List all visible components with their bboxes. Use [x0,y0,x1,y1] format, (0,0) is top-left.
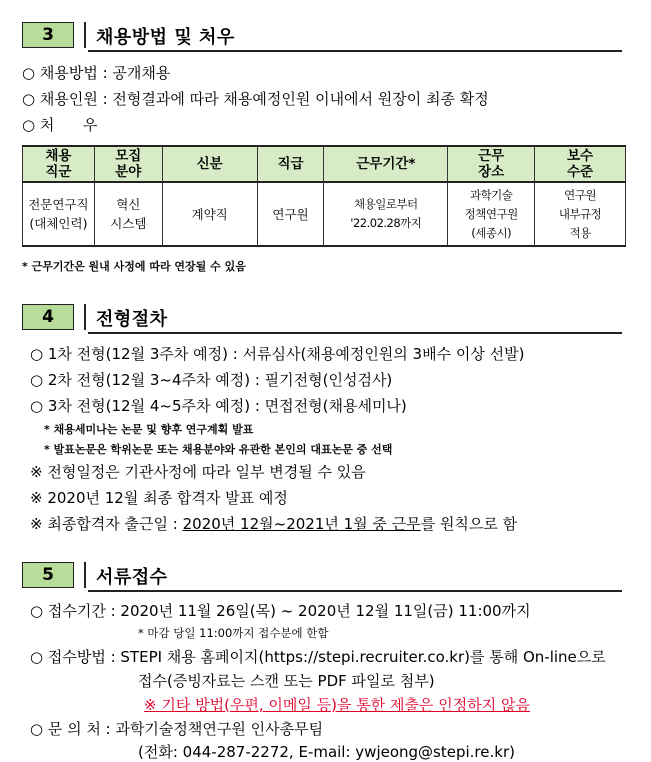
section-title: 채용방법 및 처우 [96,27,235,48]
step-1: ○ 1차 전형(12월 3주차 예정) : 서류심사(채용예정인원의 3배수 이상 선발) [30,345,525,363]
cell-salary: 연구원 내부규정 적용 [535,182,626,246]
underline-rule [88,50,622,52]
divider [84,562,86,588]
cell-location: 과학기술 정책연구원 (세종시) [448,182,535,246]
application-period: ○ 접수기간 : 2020년 11월 26일(목) ~ 2020년 12월 11일(금) 11:00까지 [30,602,531,620]
deadline-note: * 마감 당일 11:00까지 접수분에 한함 [138,626,329,640]
application-method: ○ 접수방법 : STEPI 채용 홈페이지(https://stepi.recruiter.co.kr)를 통해 On-line으로 [30,648,606,666]
header-rank: 직급 [257,146,324,182]
section-4-header [22,304,622,334]
header-period: 근무기간* [324,146,448,182]
cell-rank: 연구원 [257,182,324,246]
divider [84,304,86,330]
section-number: 3 [22,22,74,48]
paper-note: * 발표논문은 학위논문 또는 채용분야와 유관한 본인의 대표논문 중 선택 [44,443,393,456]
table-footnote: * 근무기간은 원내 사정에 따라 연장될 수 있음 [22,260,246,273]
section-5-header [22,562,622,592]
cell-period: 채용일로부터 '22.02.28까지 [324,182,448,246]
header-field: 모집 분야 [94,146,162,182]
cell-status: 계약직 [162,182,257,246]
step-2: ○ 2차 전형(12월 3~4주차 예정) : 필기전형(인성검사) [30,371,393,389]
section-3-header [22,22,622,52]
start-date-remark: ※ 최종합격자 출근일 : 2020년 12월~2021년 1월 중 근무를 원칙으로 함 [30,515,518,533]
recruit-table [22,145,626,247]
submission-warning: ※ 기타 방법(우편, 이메일 등)을 통한 제출은 인정하지 않음 [144,696,530,714]
schedule-remark: ※ 전형일정은 기관사정에 따라 일부 변경될 수 있음 [30,463,366,481]
seminar-note: * 채용세미나는 논문 및 향후 연구계획 발표 [44,423,254,436]
table-header-row [23,146,626,182]
application-method-cont: 접수(증빙자료는 스캔 또는 PDF 파일로 첨부) [138,672,435,690]
underline-rule [88,332,622,334]
start-date-period: 2020년 12월~2021년 1월 중 근무 [182,515,421,533]
section-title: 전형절차 [96,309,168,330]
header-salary: 보수 수준 [535,146,626,182]
underline-rule [88,590,622,592]
treatment-label: ○ 처 우 [22,116,98,134]
header-status: 신분 [162,146,257,182]
announce-remark: ※ 2020년 12월 최종 합격자 발표 예정 [30,489,288,507]
step-3: ○ 3차 전형(12월 4~5주차 예정) : 면접전형(채용세미나) [30,397,407,415]
contact-info: ○ 문 의 처 : 과학기술정책연구원 인사총무팀 [30,720,324,738]
cell-field: 혁신 시스템 [94,182,162,246]
header-location: 근무 장소 [448,146,535,182]
section-number: 5 [22,562,74,588]
table-row [23,182,626,246]
cell-job-group: 전문연구직 (대체인력) [23,182,95,246]
contact-details: (전화: 044-287-2272, E-mail: ywjeong@stepi.re.kr) [138,743,515,761]
section-title: 서류접수 [96,567,168,588]
section-number: 4 [22,304,74,330]
recruit-count: ○ 채용인원 : 전형결과에 따라 채용예정인원 이내에서 원장이 최종 확정 [22,90,489,108]
recruit-method: ○ 채용방법 : 공개채용 [22,64,171,82]
header-job-group: 채용 직군 [23,146,95,182]
divider [84,22,86,48]
